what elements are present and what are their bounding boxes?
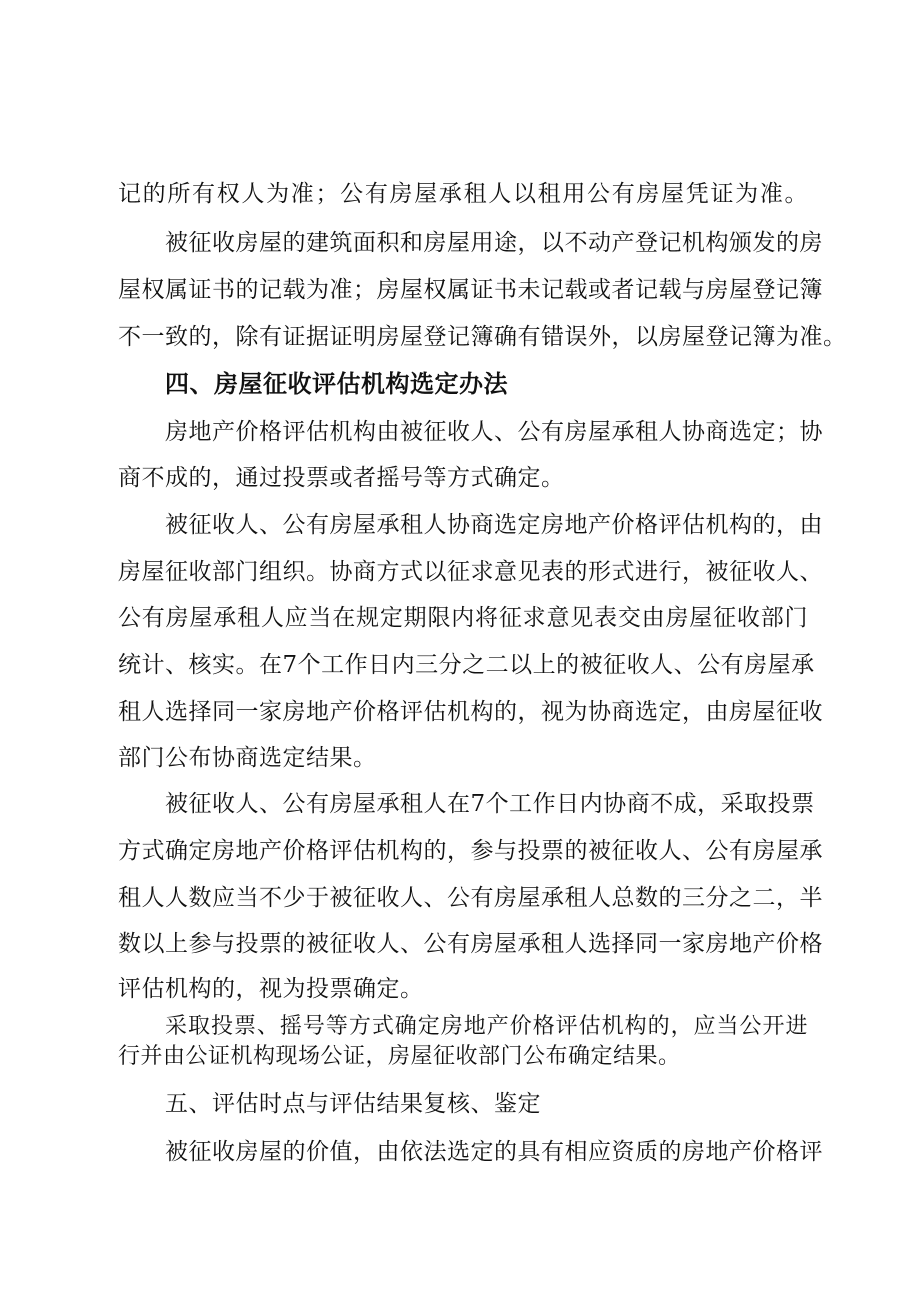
- text-line: 评估机构的，视为投票确定。: [118, 976, 424, 1002]
- text-line: 房地产价格评估机构由被征收人、公有房屋承租人协商选定；协: [165, 419, 823, 445]
- text-line: 租人人数应当不少于被征收人、公有房屋承租人总数的三分之二，半: [118, 885, 823, 911]
- text-line: 租人选择同一家房地产价格评估机构的，视为协商选定，由房屋征收: [118, 699, 823, 725]
- text-line: 商不成的，通过投票或者摇号等方式确定。: [118, 465, 565, 491]
- text-line: 统计、核实。在7个工作日内三分之二以上的被征收人、公有房屋承: [118, 652, 815, 678]
- text-line: 不一致的，除有证据证明房屋登记簿确有错误外，以房屋登记簿为准。: [118, 324, 847, 350]
- text-line: 行并由公证机构现场公证，房屋征收部门公布确定结果。: [118, 1044, 681, 1069]
- text-line: 记的所有权人为准；公有房屋承租人以租用公有房屋凭证为准。: [118, 181, 808, 207]
- text-line: 部门公布协商选定结果。: [118, 745, 377, 771]
- text-line: 被征收房屋的价值，由依法选定的具有相应资质的房地产价格评: [165, 1139, 823, 1165]
- text-line: 屋权属证书的记载为准；房屋权属证书未记载或者记载与房屋登记簿: [118, 277, 823, 303]
- text-line: 被征收房屋的建筑面积和房屋用途，以不动产登记机构颁发的房: [165, 230, 823, 256]
- text-line: 被征收人、公有房屋承租人协商选定房地产价格评估机构的，由: [165, 512, 823, 538]
- text-line: 公有房屋承租人应当在规定期限内将征求意见表交由房屋征收部门: [118, 605, 808, 631]
- section-heading-4: 四、房屋征收评估机构选定办法: [165, 370, 508, 398]
- text-line: 房屋征收部门组织。协商方式以征求意见表的形式进行，被征收人、: [118, 559, 823, 585]
- section-heading-5: 五、评估时点与评估结果复核、鉴定: [165, 1091, 541, 1117]
- text-line: 方式确定房地产价格评估机构的，参与投票的被征收人、公有房屋承: [118, 838, 823, 864]
- text-line: 被征收人、公有房屋承租人在7个工作日内协商不成，采取投票: [165, 791, 815, 817]
- text-line: 采取投票、摇号等方式确定房地产价格评估机构的，应当公开进: [165, 1014, 808, 1039]
- text-line: 数以上参与投票的被征收人、公有房屋承租人选择同一家房地产价格: [118, 931, 823, 957]
